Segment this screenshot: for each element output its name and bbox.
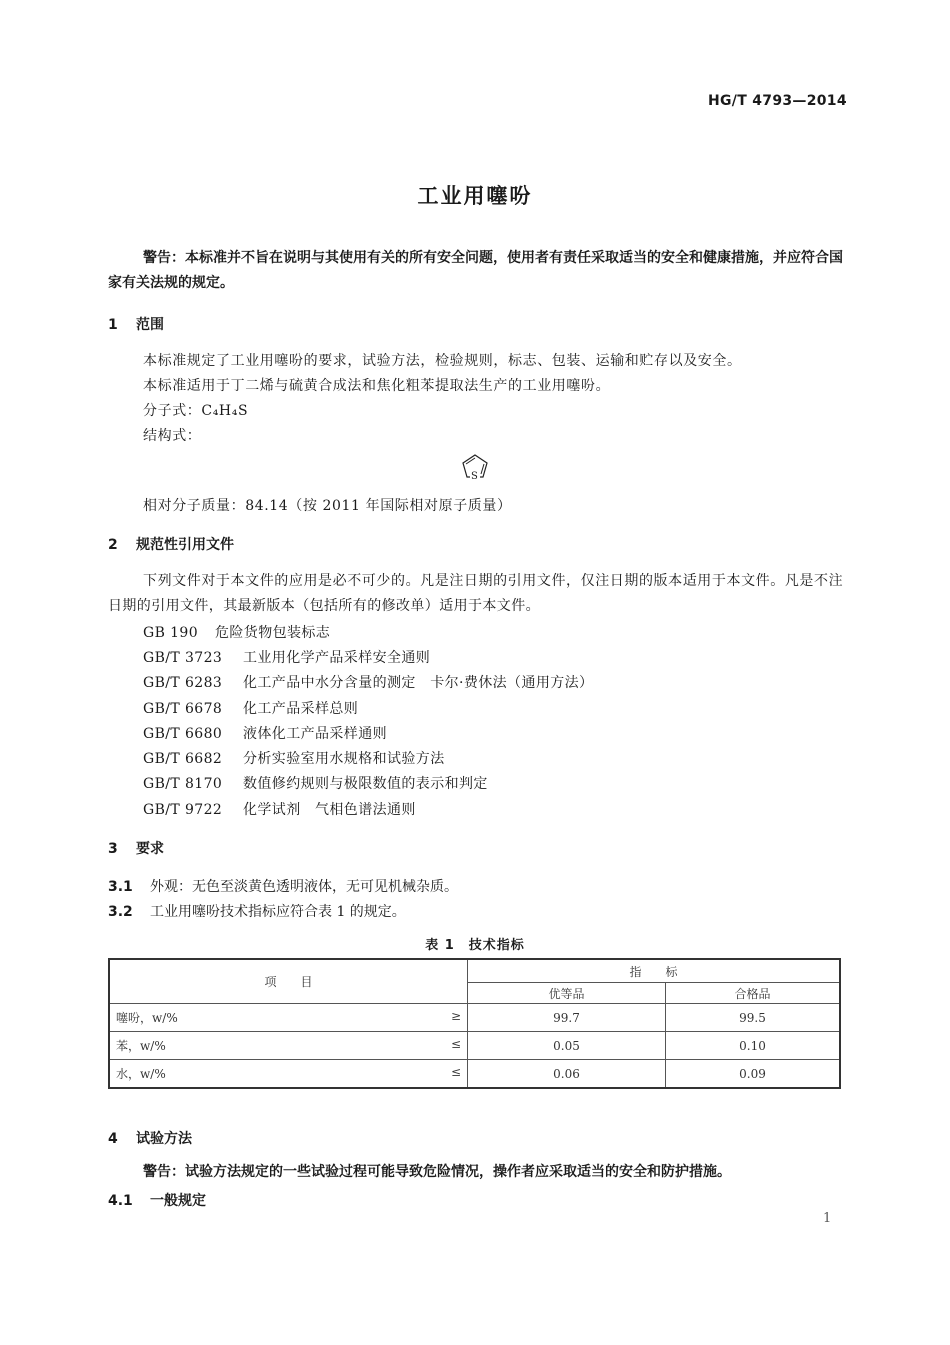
requirement-item bbox=[108, 876, 458, 896]
table-caption: 表 1 技术指标 bbox=[425, 938, 525, 953]
row-item-cell bbox=[109, 1004, 468, 1032]
reference-code: GB/T 6680 bbox=[143, 726, 223, 742]
clause-text: 外观：无色至淡黄色透明液体，无可见机械杂质。 bbox=[150, 879, 458, 895]
section-title: 要求 bbox=[136, 841, 164, 857]
reference-code: GB/T 6682 bbox=[143, 751, 223, 767]
reference-title: 危险货物包装标志 bbox=[215, 625, 331, 641]
specification-table bbox=[108, 958, 841, 1089]
test-method-warning: 警告：试验方法规定的一些试验过程可能导致危险情况，操作者应采取适当的安全和防护措施。 bbox=[143, 1164, 731, 1180]
row-item-cell bbox=[109, 1032, 468, 1060]
reference-item bbox=[143, 773, 488, 793]
reference-item bbox=[143, 672, 593, 692]
column-header-grade-2: 合格品 bbox=[666, 983, 841, 1004]
row-item-cell bbox=[109, 1060, 468, 1089]
row-operator: ≤ bbox=[450, 1037, 461, 1051]
reference-code: GB/T 9722 bbox=[143, 802, 223, 818]
section-number: 1 bbox=[108, 317, 118, 333]
scope-line: 本标准适用于丁二烯与硫黄合成法和焦化粗苯提取法生产的工业用噻吩。 bbox=[143, 378, 611, 394]
safety-warning: 警告：本标准并不旨在说明与其使用有关的所有安全问题，使用者有责任采取适当的安全和健康措施，并应符合国家有关法规的规定。 bbox=[108, 250, 843, 291]
clause-number: 4.1 bbox=[108, 1193, 133, 1209]
column-header-grade-1: 优等品 bbox=[468, 983, 666, 1004]
reference-code: GB/T 6678 bbox=[143, 701, 223, 717]
column-header-item: 项 目 bbox=[109, 959, 468, 1004]
column-header-index: 指 标 bbox=[468, 959, 841, 983]
reference-title: 化工产品采样总则 bbox=[243, 701, 359, 717]
section-1-heading bbox=[108, 314, 164, 334]
row-value-grade-2: 0.10 bbox=[666, 1032, 841, 1060]
section-3-heading bbox=[108, 838, 164, 858]
section-title: 试验方法 bbox=[136, 1131, 192, 1147]
reference-code: GB/T 3723 bbox=[143, 650, 223, 666]
thiophene-structure bbox=[457, 451, 493, 489]
normative-intro: 下列文件对于本文件的应用是必不可少的。凡是注日期的引用文件，仅注日期的版本适用于本文件。凡是不注日期的引用文件，其最新版本（包括所有的修改单）适用于本文件。 bbox=[108, 573, 843, 614]
section-number: 3 bbox=[108, 841, 118, 857]
clause-number: 3.1 bbox=[108, 879, 133, 895]
row-item: 苯，w/% bbox=[116, 1039, 166, 1053]
clause-text: 工业用噻吩技术指标应符合表 1 的规定。 bbox=[150, 904, 406, 920]
reference-title: 液体化工产品采样通则 bbox=[243, 726, 387, 742]
reference-item bbox=[143, 799, 416, 819]
subclause-heading bbox=[108, 1190, 206, 1210]
section-title: 范围 bbox=[136, 317, 164, 333]
row-value-grade-2: 99.5 bbox=[666, 1004, 841, 1032]
reference-title: 数值修约规则与极限数值的表示和判定 bbox=[243, 776, 488, 792]
reference-code: GB/T 8170 bbox=[143, 776, 223, 792]
row-value-grade-1: 0.05 bbox=[468, 1032, 666, 1060]
sulfur-atom-label: S bbox=[471, 471, 478, 482]
row-operator: ≥ bbox=[450, 1009, 461, 1023]
page-number: 1 bbox=[823, 1211, 832, 1226]
reference-item bbox=[143, 622, 330, 642]
reference-title: 工业用化学产品采样安全通则 bbox=[243, 650, 431, 666]
clause-number: 3.2 bbox=[108, 904, 133, 920]
clause-title: 一般规定 bbox=[150, 1193, 206, 1209]
reference-code: GB/T 6283 bbox=[143, 675, 223, 691]
reference-title: 分析实验室用水规格和试验方法 bbox=[243, 751, 445, 767]
row-operator: ≤ bbox=[450, 1065, 461, 1079]
row-item: 噻吩，w/% bbox=[116, 1011, 178, 1025]
reference-title: 化工产品中水分含量的测定 卡尔·费休法（通用方法） bbox=[243, 675, 594, 691]
section-title: 规范性引用文件 bbox=[136, 537, 234, 553]
table-row bbox=[109, 1004, 840, 1032]
structure-label: 结构式： bbox=[143, 428, 202, 444]
reference-item bbox=[143, 698, 358, 718]
reference-title: 化学试剂 气相色谱法通则 bbox=[243, 802, 416, 818]
scope-line: 本标准规定了工业用噻吩的要求，试验方法，检验规则，标志、包装、运输和贮存以及安全。 bbox=[143, 353, 742, 369]
table-row bbox=[109, 1060, 840, 1089]
row-item: 水，w/% bbox=[116, 1067, 166, 1081]
molecular-formula: 分子式：C₄H₄S bbox=[143, 403, 249, 419]
row-value-grade-1: 0.06 bbox=[468, 1060, 666, 1089]
section-4-heading bbox=[108, 1128, 192, 1148]
document-title: 工业用噻吩 bbox=[417, 184, 533, 208]
reference-item bbox=[143, 723, 387, 743]
reference-item bbox=[143, 748, 445, 768]
reference-item bbox=[143, 647, 430, 667]
table-row bbox=[109, 1032, 840, 1060]
section-2-heading bbox=[108, 534, 234, 554]
molar-mass: 相对分子质量：84.14（按 2011 年国际相对原子质量） bbox=[143, 498, 512, 514]
requirement-item bbox=[108, 901, 406, 921]
section-number: 4 bbox=[108, 1131, 118, 1147]
row-value-grade-1: 99.7 bbox=[468, 1004, 666, 1032]
reference-code: GB 190 bbox=[143, 625, 199, 641]
standard-id: HG/T 4793—2014 bbox=[708, 93, 847, 109]
row-value-grade-2: 0.09 bbox=[666, 1060, 841, 1089]
section-number: 2 bbox=[108, 537, 118, 553]
